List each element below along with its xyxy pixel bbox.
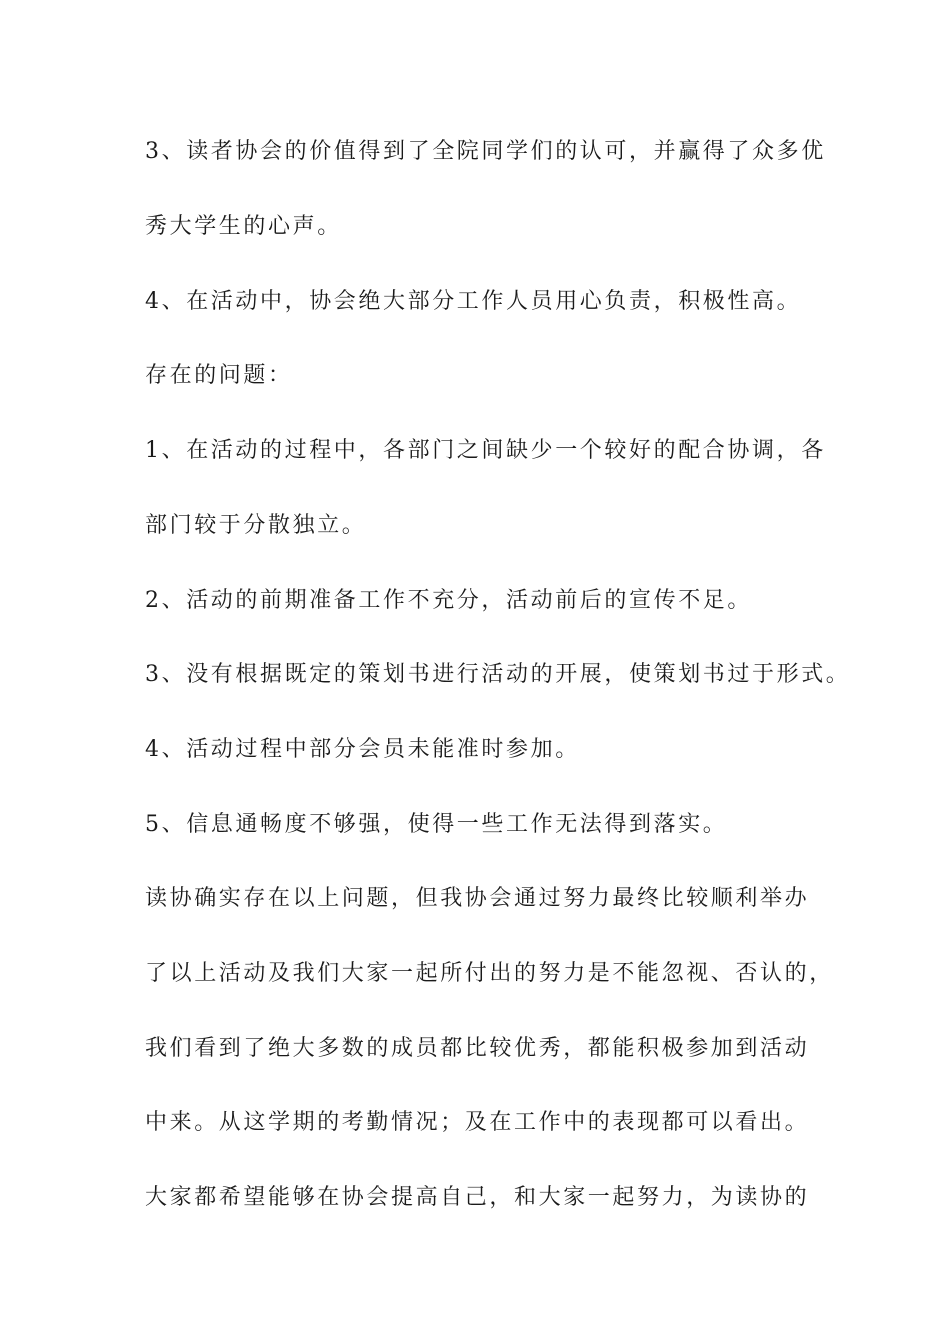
section-heading: 存在的问题： bbox=[145, 363, 293, 388]
text-line: 5、信息通畅度不够强，使得一些工作无法得到落实。 bbox=[145, 812, 728, 837]
text-line: 4、在活动中，协会绝大部分工作人员用心负责，积极性高。 bbox=[145, 289, 802, 314]
text-line: 中来。从这学期的考勤情况；及在工作中的表现都可以看出。 bbox=[145, 1110, 810, 1135]
text-line: 3、没有根据既定的策划书进行活动的开展，使策划书过于形式。 bbox=[145, 662, 851, 687]
text-line: 2、活动的前期准备工作不充分，活动前后的宣传不足。 bbox=[145, 588, 752, 613]
text-line: 部门较于分散独立。 bbox=[145, 513, 367, 538]
text-line: 4、活动过程中部分会员未能准时参加。 bbox=[145, 737, 580, 762]
text-line: 读协确实存在以上问题，但我协会通过努力最终比较顺利举办 bbox=[145, 886, 810, 911]
text-line: 1、在活动的过程中，各部门之间缺少一个较好的配合协调，各 bbox=[145, 438, 826, 463]
text-line: 了以上活动及我们大家一起所付出的努力是不能忽视、否认的， bbox=[145, 961, 834, 986]
text-line: 秀大学生的心声。 bbox=[145, 214, 342, 239]
text-line: 我们看到了绝大多数的成员都比较优秀，都能积极参加到活动 bbox=[145, 1036, 810, 1061]
text-line: 3、读者协会的价值得到了全院同学们的认可，并赢得了众多优 bbox=[145, 139, 826, 164]
text-line: 大家都希望能够在协会提高自己，和大家一起努力，为读协的 bbox=[145, 1185, 810, 1210]
